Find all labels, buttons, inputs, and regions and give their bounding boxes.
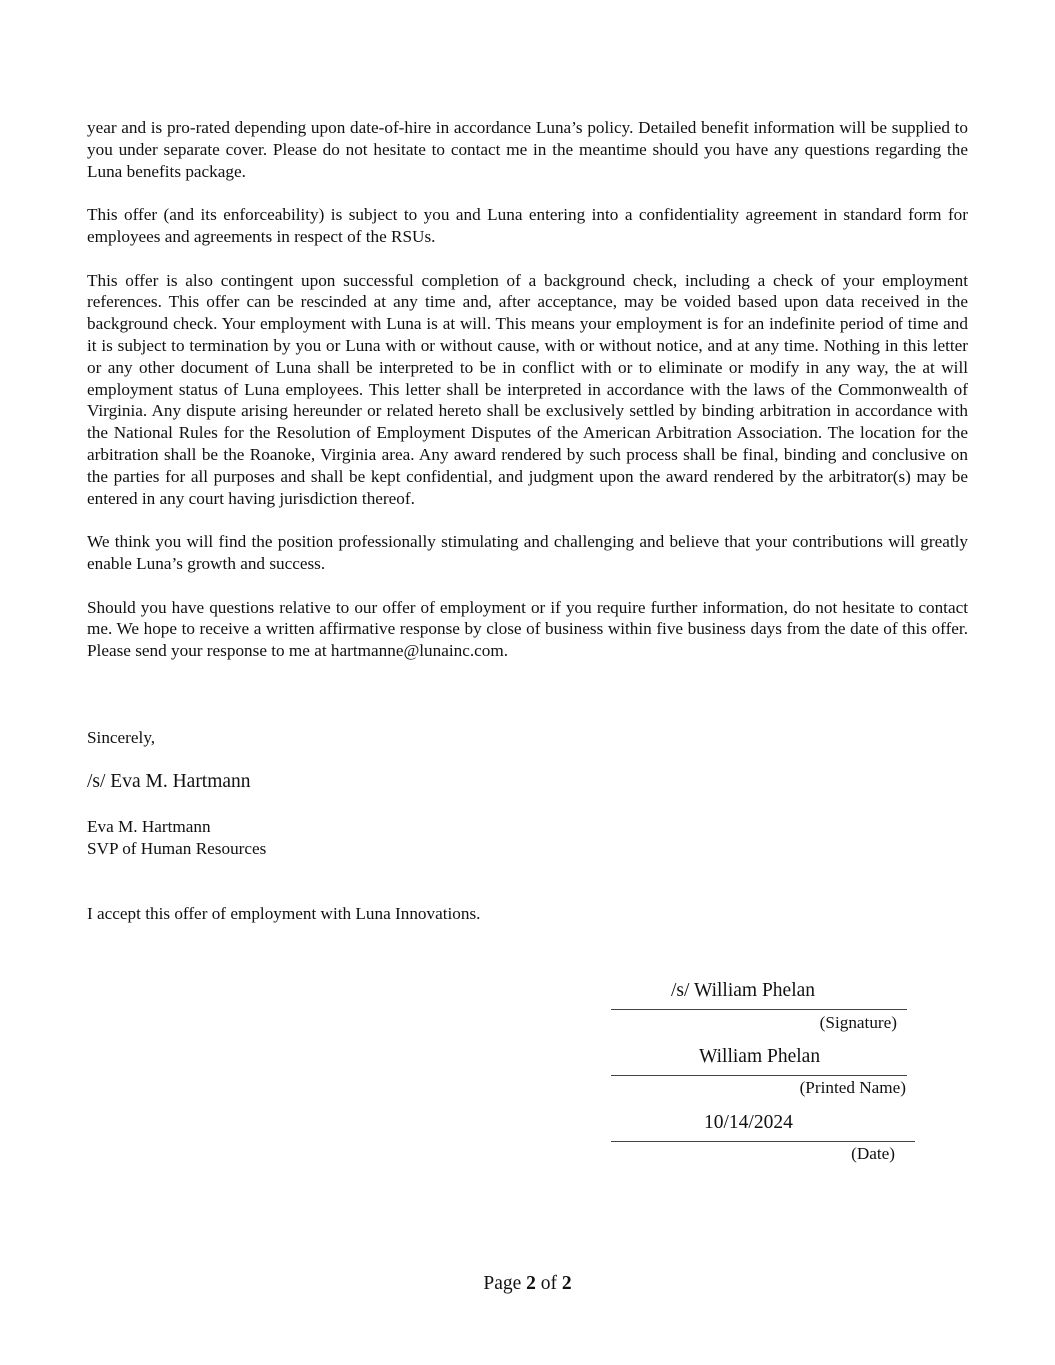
printed-name-field [611,1045,907,1098]
signature-rule [611,1009,907,1010]
date-value: 10/14/2024 [704,1112,793,1133]
date-rule [611,1141,915,1142]
total-pages: 2 [561,1273,572,1294]
printed-name-rule [611,1075,907,1076]
current-page: 2 [526,1273,536,1294]
paragraph-background-check: This offer is also contingent upon successful completion of a background check, including a check of your employment references. This offer can be rescinded at any time and, after acceptance, may be voided based upon data received in the background check. Your employment with Luna is at will. This means your employment is for an indefinite period of time and it is subject to termination by you or Luna with or without cause, with or without notice, and at any time. Nothing in this letter or any other document of Luna shall be interpreted to be in conflict with or to eliminate or modify in any way, the at will employment status of Luna employees. This letter shall be interpreted in accordance with the laws of the Commonwealth of Virginia. Any dispute arising hereunder or related hereto shall be exclusively settled by binding arbitration in accordance with the National Rules for the Resolution of Employment Disputes of the American Arbitration Association. The location for the arbitration shall be the Roanoke, Virginia area. Any award rendered by such process shall be final, binding and conclusive on the parties for all purposes and shall be kept confidential, and judgment upon the award rendered by the arbitrator(s) may be entered in any court having jurisdiction thereof. [87,270,968,508]
sender-block [87,816,266,860]
closing-salutation: Sincerely, [87,728,156,747]
letter-body [87,117,968,684]
printed-name-caption: (Printed Name) [799,1078,906,1097]
paragraph-benefits: year and is pro-rated depending upon date-of-hire in accordance Luna’s policy. Detailed benefit information will be supplied to you under separate cover. Please do not hesitate to contact me in the meantime should you have any questions regarding the Luna benefits package. [87,118,968,181]
signature-caption: (Signature) [819,1013,897,1032]
paragraph-response-request: Should you have questions relative to our offer of employment or if you require further information, do not hesitate to contact me. We hope to receive a written affirmative response by close of business within five business days from the date of this offer. Please send your response to me at hartmanne@lunainc.com. [87,597,968,661]
page-prefix: Page [483,1273,522,1294]
acceptance-statement: I accept this offer of employment with Luna Innovations. [87,904,481,923]
sender-signature: /s/ Eva M. Hartmann [87,771,251,792]
printed-name-value: William Phelan [699,1046,821,1067]
paragraph-confidentiality: This offer (and its enforceability) is subject to you and Luna entering into a confidentiality agreement in standard form for employees and agreements in respect of the RSUs. [87,205,968,246]
paragraph-growth: We think you will find the position professionally stimulating and challenging and believe that your contributions will greatly enable Luna’s growth and success. [87,532,968,573]
signature-field [611,979,907,1033]
page-separator: of [540,1273,558,1294]
page-number [0,1272,1055,1296]
sender-name: Eva M. Hartmann [87,817,211,836]
sender-title: SVP of Human Resources [87,838,267,858]
date-field [611,1111,915,1164]
signature-value: /s/ William Phelan [671,980,816,1001]
date-caption: (Date) [851,1144,895,1163]
